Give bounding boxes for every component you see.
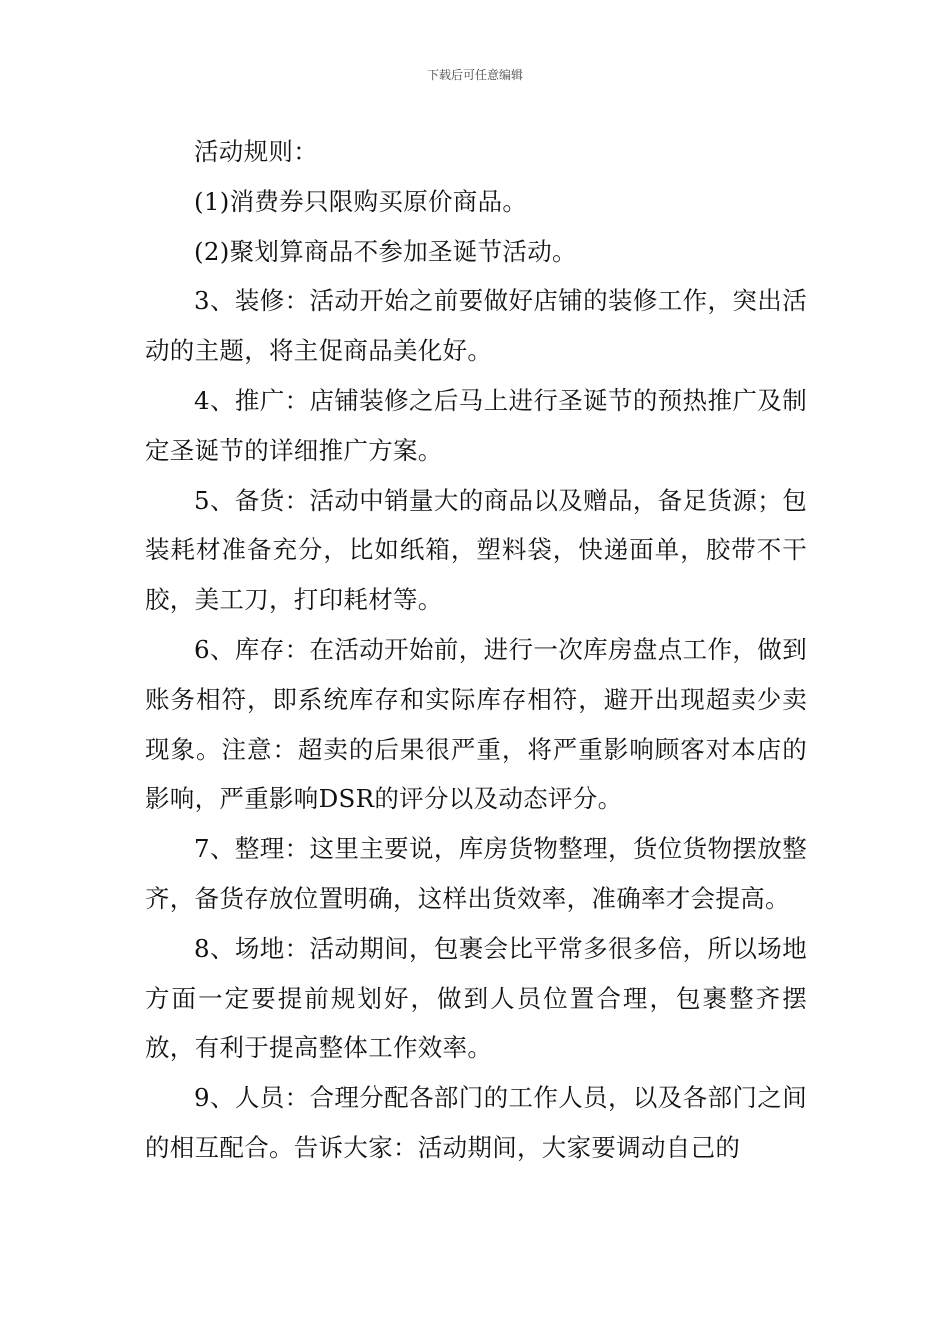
rule-item-1: (1)消费券只限购买原价商品。 [194, 186, 528, 216]
section-venue: 8、场地：活动期间，包裹会比平常多很多倍，所以场地方面一定要提前规划好，做到人员位置合理，包裹整齐摆放，有利于提高整体工作效率。 [145, 933, 807, 1063]
section-decoration: 3、装修：活动开始之前要做好店铺的装修工作，突出活动的主题，将主促商品美化好。 [145, 286, 807, 366]
page-header-note: 下载后可任意编辑 [426, 68, 523, 82]
section-stock-prep: 5、备货：活动中销量大的商品以及赠品，备足货源；包装耗材准备充分，比如纸箱，塑料袋，快递面单，胶带不干胶，美工刀，打印耗材等。 [145, 485, 807, 615]
section-organize: 7、整理：这里主要说，库房货物整理，货位货物摆放整齐，备货存放位置明确，这样出货效率，准确率才会提高。 [145, 834, 807, 913]
section-inventory: 6、库存：在活动开始前，进行一次库房盘点工作，做到账务相符，即系统库存和实际库存相符，避开出现超卖少卖现象。注意：超卖的后果很严重，将严重影响顾客对本店的影响，严重影响DSR的评分以及动态评分。 [145, 634, 807, 814]
rule-item-2: (2)聚划算商品不参加圣诞节活动。 [194, 236, 577, 266]
document-body [145, 127, 807, 1173]
section-promotion: 4、推广：店铺装修之后马上进行圣诞节的预热推广及制定圣诞节的详细推广方案。 [145, 385, 807, 465]
rules-heading: 活动规则： [194, 137, 318, 166]
section-staff: 9、人员：合理分配各部门的工作人员，以及各部门之间的相互配合。告诉大家：活动期间，大家要调动自己的 [145, 1083, 807, 1162]
